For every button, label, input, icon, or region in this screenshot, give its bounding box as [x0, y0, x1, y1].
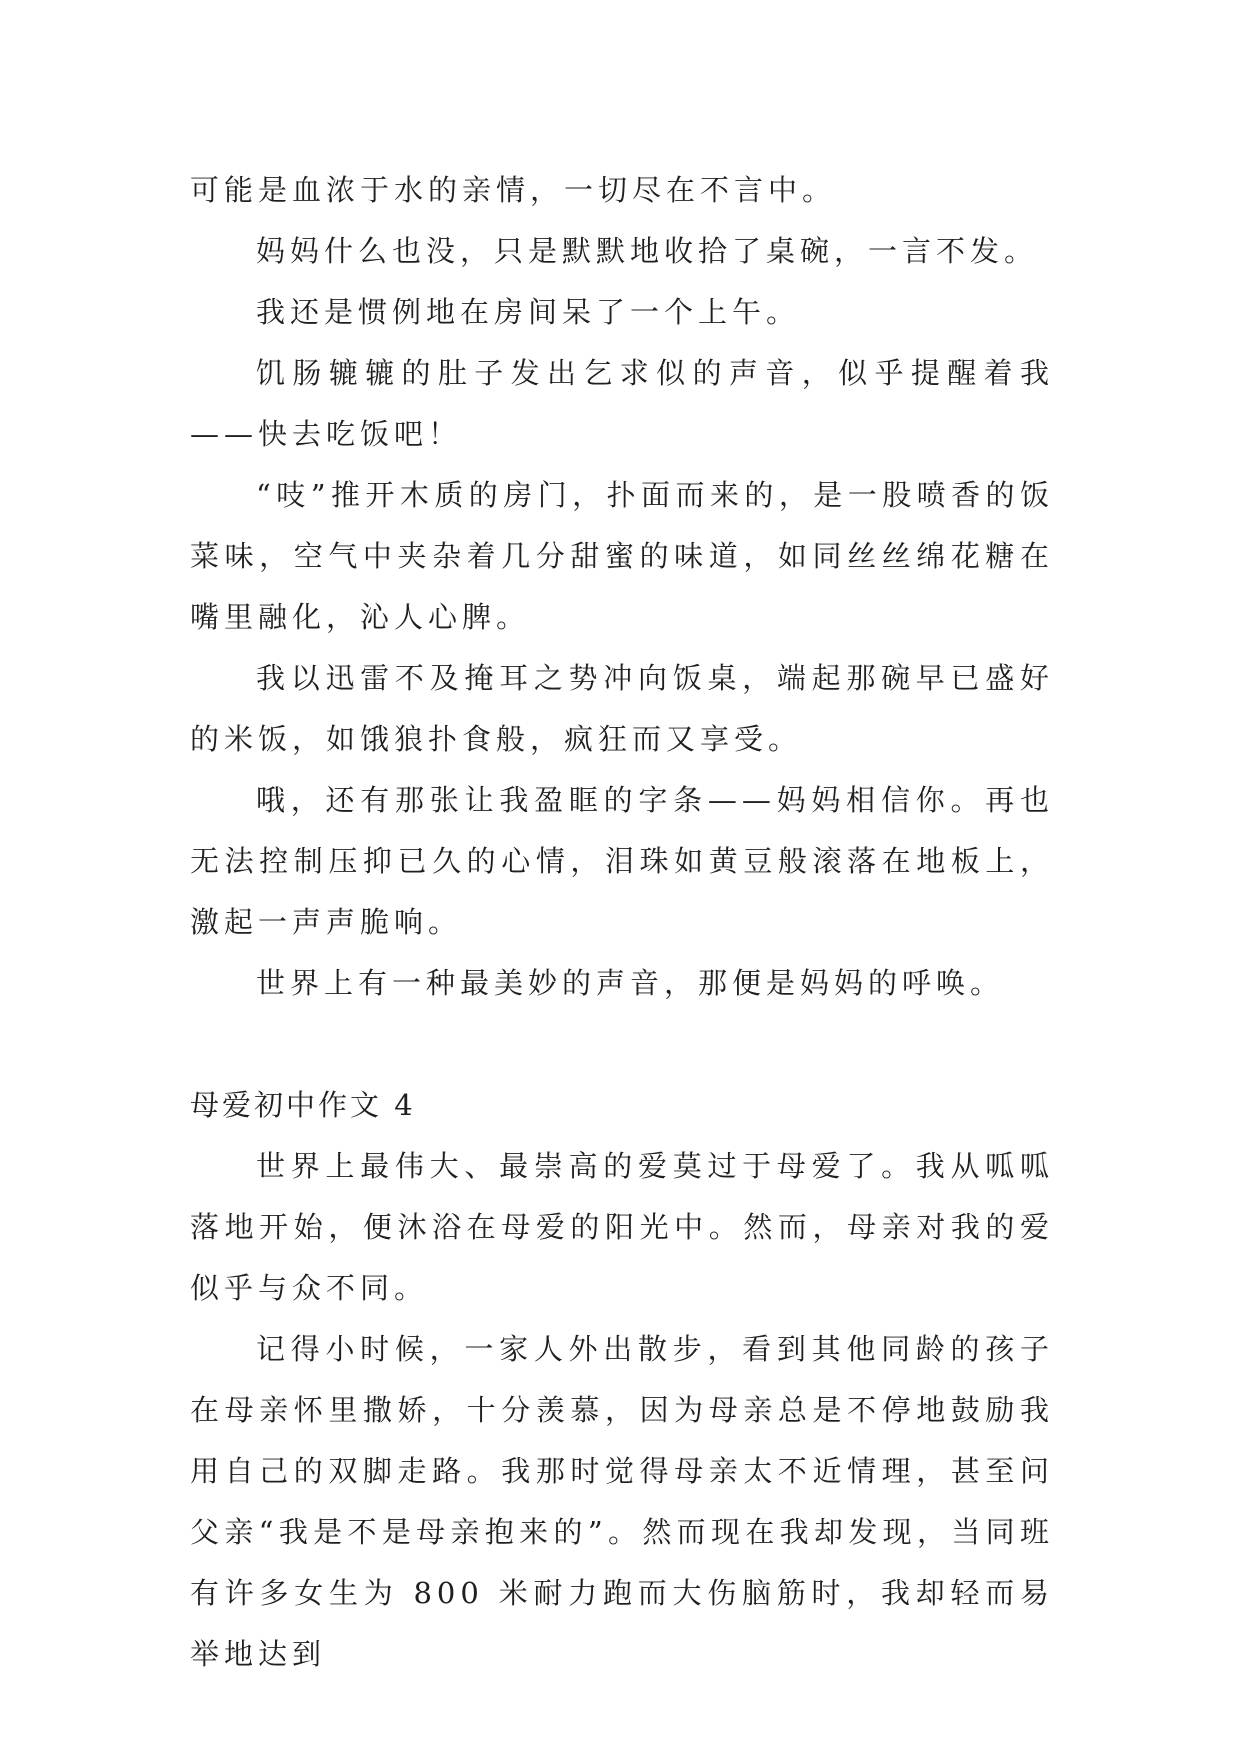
paragraph: 妈妈什么也没，只是默默地收拾了桌碗，一言不发。	[256, 234, 1039, 268]
essay-section-previous	[190, 160, 1054, 1014]
paragraph: “吱”推开木质的房门，扑面而来的，是一股喷香的饭菜味，空气中夹杂着几分甜蜜的味道，如同丝丝绵花糖在嘴里融化，沁人心脾。	[190, 478, 1054, 634]
paragraph: 饥肠辘辘的肚子发出乞求似的声音，似乎提醒着我——快去吃饭吧！	[190, 356, 1054, 451]
document-body	[190, 160, 1054, 1685]
paragraph: 世界上有一种最美妙的声音，那便是妈妈的呼唤。	[256, 966, 1005, 1000]
paragraph: 我还是惯例地在房间呆了一个上午。	[256, 295, 801, 329]
essay-heading: 母爱初中作文 4	[190, 1088, 416, 1122]
section-gap	[190, 1014, 1054, 1075]
paragraph: 世界上最伟大、最崇高的爱莫过于母爱了。我从呱呱落地开始，便沐浴在母爱的阳光中。然而，母亲对我的爱似乎与众不同。	[190, 1149, 1054, 1305]
paragraph: 哦，还有那张让我盈眶的字条——妈妈相信你。再也无法控制压抑已久的心情，泪珠如黄豆般滚落在地板上，激起一声声脆响。	[190, 783, 1054, 939]
paragraph: 可能是血浓于水的亲情，一切尽在不言中。	[190, 173, 837, 207]
paragraph: 记得小时候，一家人外出散步，看到其他同龄的孩子在母亲怀里撒娇，十分羡慕，因为母亲总是不停地鼓励我用自己的双脚走路。我那时觉得母亲太不近情理，甚至问父亲“我是不是母亲抱来的”。然而现在我却发现，当同班有许多女生为 800 米耐力跑而大伤脑筋时，我却轻而易举地达到	[190, 1332, 1054, 1671]
essay-section-4	[190, 1136, 1054, 1685]
paragraph: 我以迅雷不及掩耳之势冲向饭桌，端起那碗早已盛好的米饭，如饿狼扑食般，疯狂而又享受。	[190, 661, 1054, 756]
